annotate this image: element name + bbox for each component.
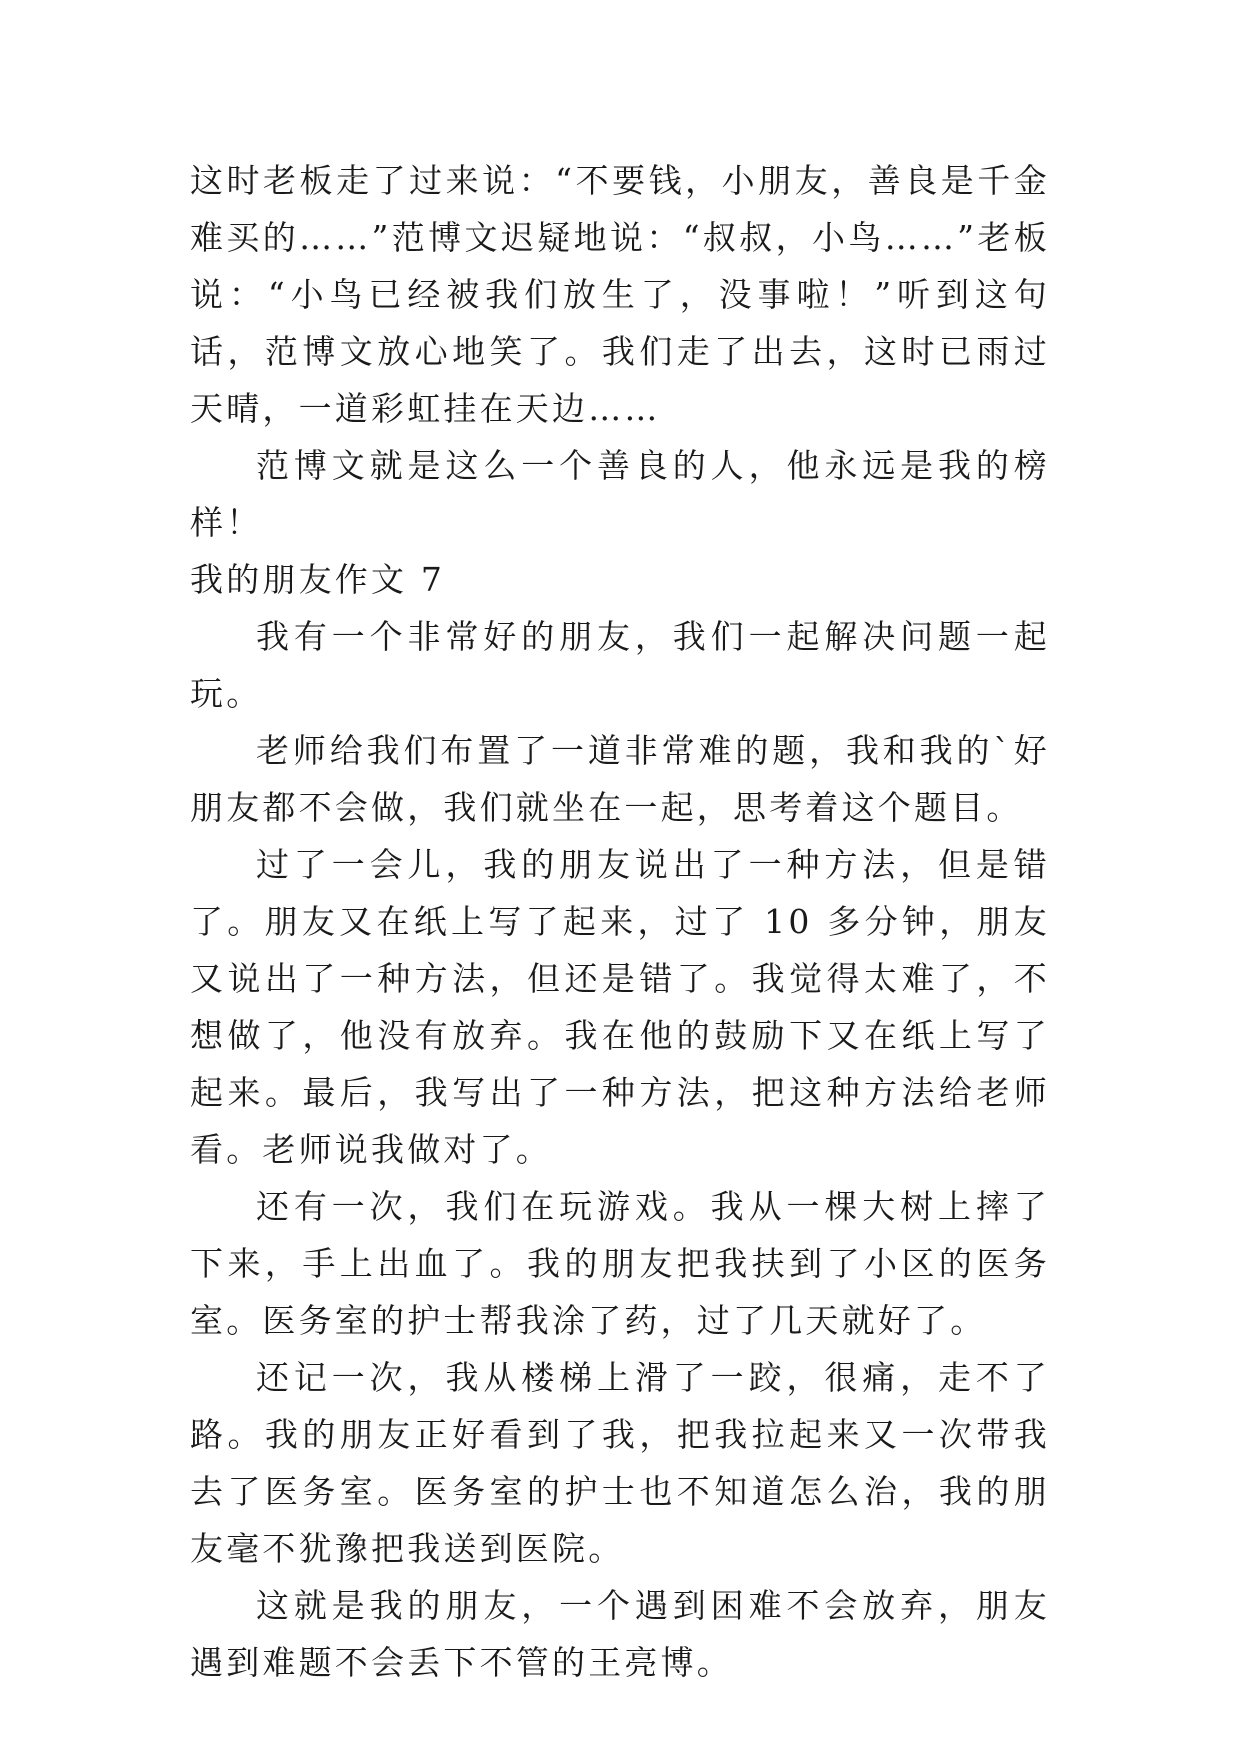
document-body bbox=[190, 152, 1050, 1691]
section-heading: 我的朋友作文 7 bbox=[190, 560, 446, 599]
paragraph-story-conclusion: 范博文就是这么一个善良的人，他永远是我的榜样！ bbox=[190, 446, 1050, 542]
paragraph-5: 还记一次，我从楼梯上滑了一跤，很痛，走不了路。我的朋友正好看到了我，把我拉起来又一次带我去了医务室。医务室的护士也不知道怎么治，我的朋友毫不犹豫把我送到医院。 bbox=[190, 1358, 1050, 1568]
paragraph-6: 这就是我的朋友，一个遇到困难不会放弃，朋友遇到难题不会丢下不管的王亮博。 bbox=[190, 1586, 1050, 1682]
paragraph-4: 还有一次，我们在玩游戏。我从一棵大树上摔了下来，手上出血了。我的朋友把我扶到了小区的医务室。医务室的护士帮我涂了药，过了几天就好了。 bbox=[190, 1187, 1050, 1340]
paragraph-3: 过了一会儿，我的朋友说出了一种方法，但是错了。朋友又在纸上写了起来，过了 10 多分钟，朋友又说出了一种方法，但还是错了。我觉得太难了，不想做了，他没有放弃。我在他的鼓励下又在纸上写了起来。最后，我写出了一种方法，把这种方法给老师看。老师说我做对了。 bbox=[190, 845, 1050, 1169]
paragraph-2: 老师给我们布置了一道非常难的题，我和我的`好朋友都不会做，我们就坐在一起，思考着这个题目。 bbox=[190, 731, 1050, 827]
paragraph-story-ending: 这时老板走了过来说：“不要钱，小朋友，善良是千金难买的……”范博文迟疑地说：“叔叔，小鸟……”老板说：“小鸟已经被我们放生了，没事啦！”听到这句话，范博文放心地笑了。我们走了出去，这时已雨过天晴，一道彩虹挂在天边…… bbox=[190, 161, 1050, 428]
paragraph-1: 我有一个非常好的朋友，我们一起解决问题一起玩。 bbox=[190, 617, 1050, 713]
